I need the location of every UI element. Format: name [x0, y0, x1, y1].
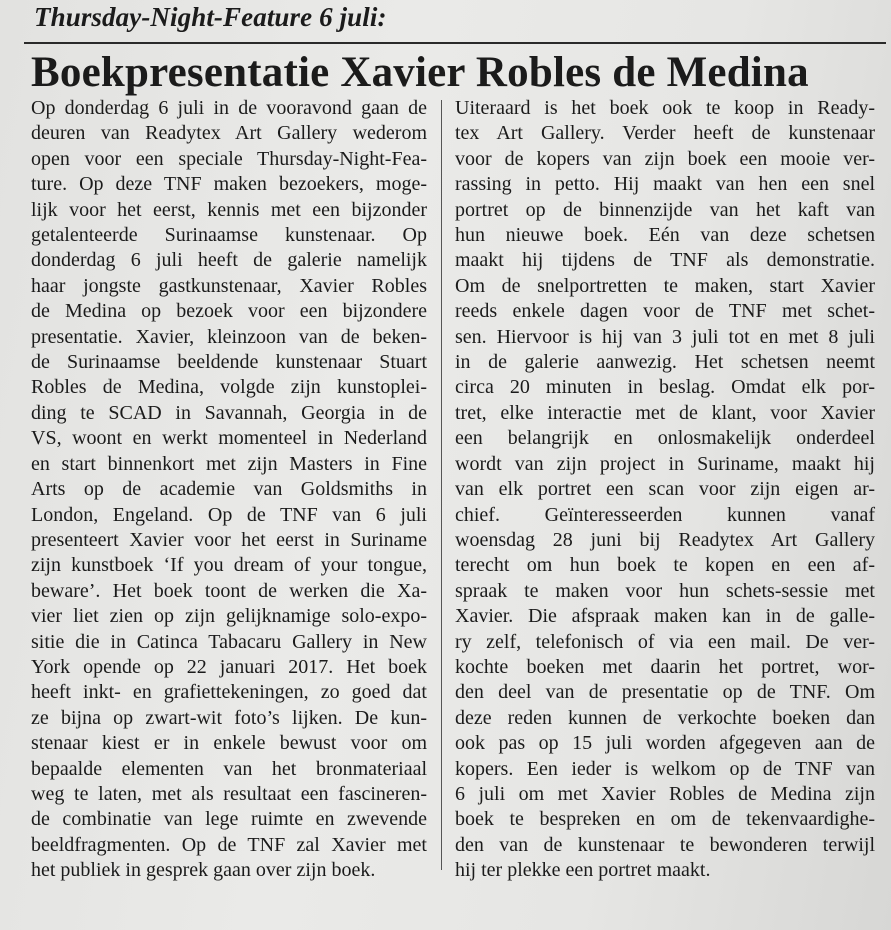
body-text-line: portret op de binnenzijde van het kaft van [455, 198, 875, 221]
body-text-line: heeft inkt- en grafiettekeningen, zo goed dat [31, 681, 427, 704]
body-text-line: weg te laten, met als resultaat een fascineren- [31, 782, 427, 805]
body-text-line: den deel van de presentatie op de TNF. Om [455, 681, 875, 704]
body-text-line: rassing in petto. Hij maakt van hen een snel [455, 173, 875, 196]
body-text-line: Op donderdag 6 juli in de vooravond gaan de [31, 97, 427, 119]
body-text-line: het publiek in gesprek gaan over zijn boek. [31, 859, 376, 882]
body-text-line: presentatie. Xavier, kleinzoon van de beken- [31, 325, 427, 348]
body-text-line: 6 juli om met Xavier Robles de Medina zijn [455, 782, 875, 805]
body-text-line: van elk portret een scan voor zijn eigen ar- [455, 478, 875, 501]
body-text-line: Uiteraard is het boek ook te koop in Ready- [455, 97, 875, 119]
body-text-line: ry zelf, telefonisch of via een mail. De ver- [455, 630, 875, 653]
body-text-line: hun nieuwe boek. Eén van deze schetsen [455, 224, 875, 247]
body-text-line: woensdag 28 juni bij Readytex Art Gallery [455, 528, 875, 551]
body-text-line: ze bijna op zwart-wit foto’s lijken. De kun- [31, 706, 427, 729]
body-text-line: ding te SCAD in Savannah, Georgia in de [31, 401, 427, 424]
body-text-line: tex Art Gallery. Verder heeft de kunstenaar [455, 122, 875, 145]
body-text-line: deuren van Readytex Art Gallery wederom [31, 122, 427, 145]
body-text-line: boek te bespreken en om de tekenvaardighe- [455, 808, 875, 831]
body-text-line: ture. Op deze TNF maken bezoekers, moge- [31, 173, 427, 196]
body-text-line: de Surinaamse beeldende kunstenaar Stuart [31, 351, 427, 374]
body-text-line: chief. Geïnteresseerden kunnen vanaf [455, 503, 875, 526]
article-column-right [455, 96, 875, 884]
body-text-line: beware’. Het boek toont de werken die Xa- [31, 579, 427, 602]
body-text-line: een belangrijk en onlosmakelijk onderdeel [455, 427, 875, 450]
body-text-line: spraak te maken voor hun schets-sessie met [455, 579, 875, 602]
article-kicker: Thursday-Night-Feature 6 juli: [34, 2, 387, 32]
body-text-line: getalenteerde Surinaamse kunstenaar. Op [31, 224, 427, 247]
body-text-line: stenaar kiest er in enkele bewust voor om [31, 732, 427, 755]
body-text-line: ook pas op 15 juli worden afgegeven aan de [455, 732, 875, 755]
body-text-line: Robles de Medina, volgde zijn kunstoplei- [31, 376, 427, 399]
body-text-line: vier liet zien op zijn gelijknamige solo-expo- [31, 605, 427, 628]
body-text-line: de Medina op bezoek voor een bijzondere [31, 300, 427, 323]
body-text-line: deze reden kunnen de verkochte boeken dan [455, 706, 875, 729]
column-divider [441, 100, 442, 870]
body-text-line: open voor een speciale Thursday-Night-Fea- [31, 147, 427, 170]
body-text-line: maakt hij tijdens de TNF als demonstratie. [455, 249, 875, 272]
body-text-line: den van de kunstenaar te bewonderen terwijl [455, 833, 875, 856]
body-text-line: terecht om hun boek te kopen en een af- [455, 554, 875, 577]
body-text-line: circa 20 minuten in beslag. Omdat elk por- [455, 376, 875, 399]
body-text-line: Xavier. Die afspraak maken kan in de galle- [455, 605, 875, 628]
body-text-line: London, Engeland. Op de TNF van 6 juli [31, 503, 427, 526]
body-text-line: tret, elke interactie met de klant, voor Xavier [455, 401, 875, 424]
body-text-line: haar jongste gastkunstenaar, Xavier Robles [31, 274, 427, 297]
body-text-line: voor de kopers van zijn boek een mooie ver- [455, 147, 875, 170]
body-text-line: beeldfragmenten. Op de TNF zal Xavier met [31, 833, 427, 856]
body-text-line: reeds enkele dagen voor de TNF met schet- [455, 300, 875, 323]
body-text-line: wordt van zijn project in Suriname, maakt hij [455, 452, 875, 475]
article-headline: Boekpresentatie Xavier Robles de Medina [31, 49, 809, 96]
body-text-line: de combinatie van lege ruimte en zwevende [31, 808, 427, 831]
body-text-line: donderdag 6 juli heeft de galerie namelijk [31, 249, 427, 272]
body-text-line: en start binnenkort met zijn Masters in Fine [31, 452, 427, 475]
body-text-line: sitie die in Catinca Tabacaru Gallery in New [31, 630, 427, 653]
body-text-line: VS, woont en werkt momenteel in Nederland [31, 427, 427, 450]
body-text-line: in de galerie aanwezig. Het schetsen neemt [455, 351, 875, 374]
body-text-line: zijn kunstboek ‘If you dream of your tongue, [31, 554, 427, 577]
article-column-left [31, 96, 427, 884]
body-text-line: sen. Hiervoor is hij van 3 juli tot en met 8 juli [455, 325, 875, 348]
body-text-line: lijk voor het eerst, kennis met een bijzonder [31, 198, 427, 221]
body-text-line: kopers. Een ieder is welkom op de TNF van [455, 757, 875, 780]
body-text-line: presenteert Xavier voor het eerst in Suriname [31, 528, 427, 551]
body-text-line: Arts op de academie van Goldsmiths in [31, 478, 427, 501]
header-rule [24, 42, 886, 44]
body-text-line: bepaalde elementen van het bronmateriaal [31, 757, 427, 780]
body-text-line: Om de snelportretten te maken, start Xavier [455, 274, 875, 297]
body-text-line: York opende op 22 januari 2017. Het boek [31, 655, 427, 678]
body-text-line: hij ter plekke een portret maakt. [455, 859, 711, 882]
body-text-line: kochte boeken met daarin het portret, wor- [455, 655, 875, 678]
